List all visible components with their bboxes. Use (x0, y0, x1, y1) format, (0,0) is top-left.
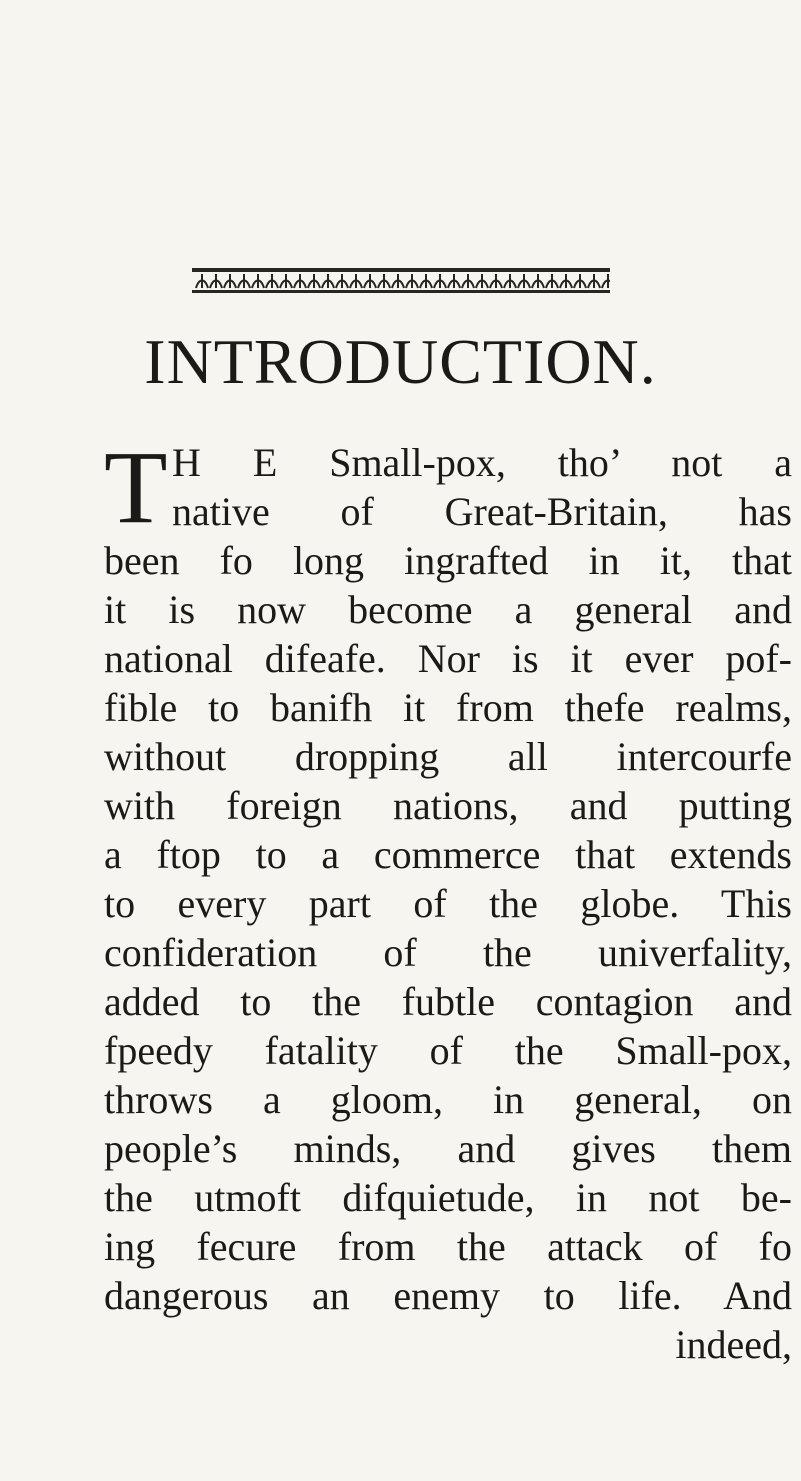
fleuron-mark (602, 274, 610, 288)
ornament-band (192, 258, 610, 304)
text-line: fpeedy fatality of the Small-pox, (104, 1028, 792, 1073)
fleuron-mark (462, 274, 474, 288)
fleuron-mark (406, 274, 418, 288)
text-line: fible to banifh it from thefe realms, (104, 685, 792, 730)
fleuron-mark (364, 274, 376, 288)
fleuron-mark (322, 274, 334, 288)
text-line: H E Small-pox, tho’ not a (172, 440, 792, 485)
text-line: it is now become a general and (104, 587, 792, 632)
drop-cap: T (104, 430, 168, 545)
fleuron-mark (350, 274, 362, 288)
fleuron-mark (490, 274, 502, 288)
fleuron-mark (504, 274, 516, 288)
fleuron-mark (574, 274, 586, 288)
fleuron-mark (336, 274, 348, 288)
fleuron-mark (252, 274, 264, 288)
fleuron-icon (192, 258, 610, 304)
fleuron-mark (588, 274, 600, 288)
text-line: a ftop to a commerce that extends (104, 832, 792, 877)
text-line: native of Great-Britain, has (172, 489, 792, 534)
text-line: confideration of the univerfality, (104, 930, 792, 975)
text-line: throws a gloom, in general, on (104, 1077, 792, 1122)
text-line: with foreign nations, and putting (104, 783, 792, 828)
fleuron-mark (378, 274, 390, 288)
text-line: national difeafe. Nor is it ever pof- (104, 636, 792, 681)
fleuron-mark (560, 274, 572, 288)
fleuron-mark (266, 274, 278, 288)
page-title: INTRODUCTION. (144, 326, 657, 397)
text-line: been fo long ingrafted in it, that (104, 538, 792, 583)
catchword: indeed, (675, 1322, 792, 1367)
fleuron-mark (294, 274, 306, 288)
text-line: people’s minds, and gives them (104, 1126, 792, 1171)
text-line: dangerous an enemy to life. And (104, 1273, 792, 1318)
fleuron-mark (238, 274, 250, 288)
fleuron-mark (476, 274, 488, 288)
text-line: the utmoft difquietude, in not be- (104, 1175, 792, 1220)
fleuron-mark (420, 274, 432, 288)
text-line: ing fecure from the attack of fo (104, 1224, 792, 1269)
fleuron-mark (196, 274, 208, 288)
text-line: added to the fubtle contagion and (104, 979, 792, 1024)
fleuron-mark (224, 274, 236, 288)
fleuron-mark (546, 274, 558, 288)
fleuron-mark (518, 274, 530, 288)
fleuron-mark (448, 274, 460, 288)
fleuron-mark (308, 274, 320, 288)
fleuron-mark (434, 274, 446, 288)
fleuron-mark (280, 274, 292, 288)
text-line: to every part of the globe. This (104, 881, 792, 926)
fleuron-mark (392, 274, 404, 288)
fleuron-mark (532, 274, 544, 288)
fleuron-mark (210, 274, 222, 288)
text-line: without dropping all intercourfe (104, 734, 792, 779)
body-paragraph (104, 430, 792, 1369)
